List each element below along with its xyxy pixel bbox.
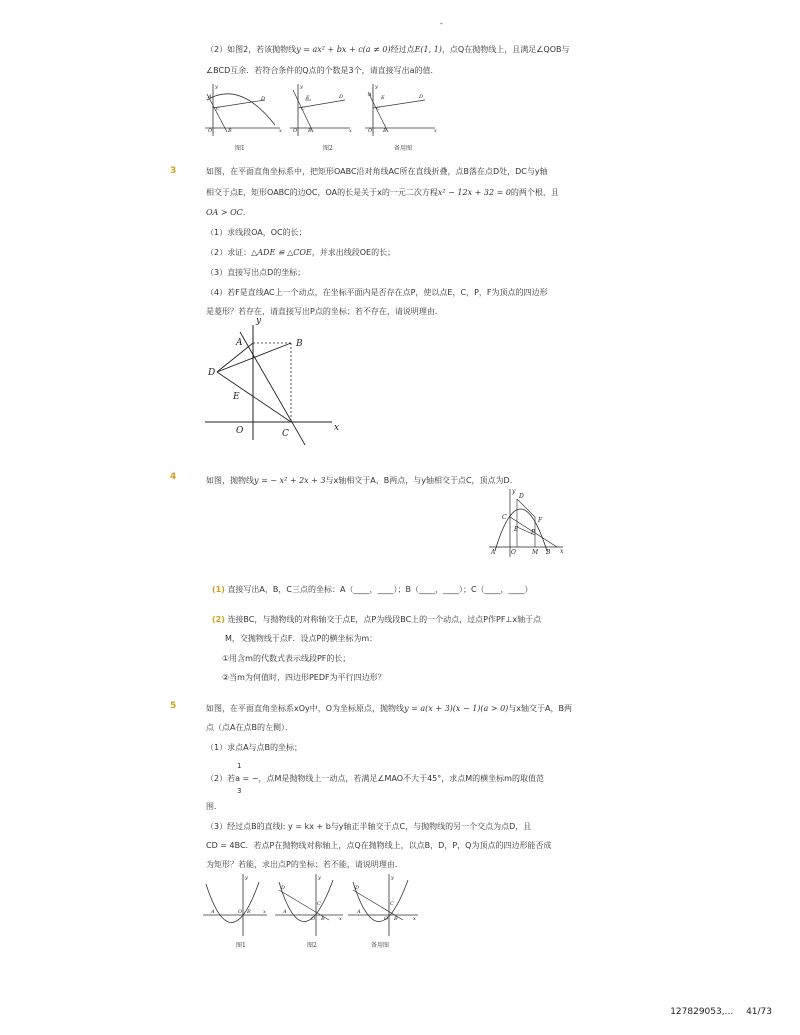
page-footer [670,1007,772,1017]
p3-q4-line2: 是菱形？若存在，请直接写出P点的坐标；若不存在，请说明理由． [206,307,443,316]
p4-fig-d: D [519,493,524,500]
p3-q2-text-a: （2）求证： [206,248,252,257]
top-mark: - [440,19,443,28]
p2-point-e: E(1, 1) [414,45,442,54]
p2-figure-3 [365,84,437,136]
p4-fig-b: B [546,549,551,556]
p5-figure-2 [275,874,343,936]
doc-id: 127829053,... [670,1007,734,1017]
p4-fig-x: x [560,548,564,555]
p3-fig-a: A [236,338,243,348]
p3-quadratic-eq: x² − 12x + 32 = 0 [437,188,511,197]
svg-text:A: A [368,92,372,98]
p2-part2-line2: ∠BCD互余．若符合条件的Q点的个数是3个，请直接写出a的值． [206,66,439,75]
p4-sub2-line2: M，交抛物线于点F．设点P的横坐标为m： [225,634,378,643]
p4-parabola-eq: y = − x² + 2x + 3 [254,476,326,485]
p5-line1-text-b: 与x轴交于A，B两 [508,704,572,713]
svg-text:C: C [301,106,305,112]
svg-text:x: x [413,916,416,922]
svg-text:D: D [261,96,266,102]
p5-caption-3: 备用图 [371,942,390,949]
p3-line2-text-a: 相交于点E，矩形OABC的边OC，OA的长是关于x的一元二次方程 [206,188,438,197]
p2-caption-1: 图1 [235,145,245,152]
p3-line3: OA > OC． [206,208,251,217]
p5-q2: （2）若a = −，点M是抛物线上一动点，若满足∠MAO不大于45°，求点M的横坐标m的取值范 [206,774,544,783]
svg-text:B: B [321,916,325,922]
p5-frac-num: 1 [237,762,242,770]
p3-number: 3 [170,166,177,176]
p2-part2-text-b: 经过点 [390,45,415,54]
p4-figure [487,487,567,559]
p3-q2 [206,247,395,259]
p4-sub2-line1 [212,614,541,626]
svg-text:B: B [308,128,312,134]
svg-text:B: B [228,128,232,134]
svg-text:A: A [211,909,215,915]
svg-text:x: x [279,128,282,134]
svg-text:A: A [283,909,287,915]
p4-fig-a: A [491,549,496,556]
p5-caption-2: 图2 [307,942,317,949]
p2-part2-text-a: （2）如图2，若该抛物线 [206,45,297,54]
p4-sub2-text: 连接BC，与抛物线的对称轴交于点E，点P为线段BC上的一个动点，过点P作PF⊥x轴于点 [227,615,542,624]
p4-fig-o: O [511,549,516,556]
p4-sub1 [212,584,533,596]
svg-text:A: A [208,94,212,100]
svg-text:D: D [339,94,344,100]
p3-fig-c: C [282,429,289,439]
p4-number: 4 [170,472,177,482]
svg-text:C: C [216,106,220,112]
p3-figure [200,315,350,445]
p2-caption-2: 图2 [323,145,333,152]
p4-fig-p: P [531,529,536,536]
svg-text:E: E [381,95,385,101]
p2-figure-1 [205,84,282,136]
svg-text:D: D [355,885,360,891]
svg-text:B: B [394,916,398,922]
svg-text:D: D [281,885,286,891]
p5-line2: 点（点A在点B的左侧）． [206,723,293,732]
p5-figure-1 [203,874,267,936]
p3-q3: （3）直接写出点D的坐标； [206,268,306,277]
p5-parabola-eq: y = a(x + 3)(x − 1)(a > 0) [404,704,509,713]
p4-line1-text-a: 如图，抛物线 [206,476,254,485]
p4-fig-c: C [502,514,507,521]
p4-fig-f: F [538,517,543,524]
p2-part2-text-c: ，点Q在抛物线上，且满足∠QOB与 [441,45,570,54]
p3-line2 [206,187,559,199]
p4-sub1-number: (1) [212,585,225,594]
p4-fig-y: y [512,488,516,495]
p5-q1: （1）求点A与点B的坐标； [206,743,303,752]
svg-text:O: O [238,909,243,915]
page-number: 41/73 [746,1007,772,1017]
p3-fig-y: y [256,316,262,326]
p5-caption-1: 图1 [236,942,246,949]
p4-line1 [206,475,518,487]
p4-sub2-number: (2) [212,615,225,624]
p3-line2-text-b: 的两个根，且 [510,188,559,197]
p4-line1-text-b: 与x轴相交于A、B两点，与y轴相交于点C，顶点为D． [325,476,518,485]
svg-text:x: x [263,909,266,915]
p2-part2-line1 [206,44,570,56]
svg-text:B: B [383,128,387,134]
p5-q3-line1: （3）经过点B的直线l: y = kx + b与y轴正半轴交于点C，与抛物线的另一个交点为点D，且 [206,822,532,831]
svg-text:y: y [300,84,303,90]
svg-text:y: y [245,875,248,881]
svg-text:O: O [208,128,213,134]
p3-fig-b: B [296,339,303,349]
p3-q4-line1: （4）若F是直线AC上一个动点，在坐标平面内是否存在点P，使以点E，C，P，F为顶点的四边形 [206,288,548,297]
p3-q2-text-b: ，并求出线段OE的长； [311,248,396,257]
p3-congruence: △ADE ≌ △COE [251,248,312,257]
p4-fig-m: M [532,549,539,556]
p3-line1: 如图，在平面直角坐标系中，把矩形OABC沿对角线AC所在直线折叠，点B落在点D处，DC与y轴 [206,167,548,176]
p3-fig-d: D [208,368,216,378]
svg-text:y: y [391,875,394,881]
p5-q3-line2: CD = 4BC．若点P在抛物线对称轴上，点Q在抛物线上，以点B，D，P，Q为顶点的四边形能否成 [206,841,552,850]
svg-text:O: O [293,128,298,134]
p5-frac-den: 3 [237,787,242,795]
svg-text:y: y [375,84,378,90]
p2-parabola-eq: y = ax² + bx + c(a ≠ 0) [296,45,391,54]
svg-text:y: y [215,84,218,90]
p3-q1: （1）求线段OA，OC的长； [206,228,307,237]
svg-text:O: O [368,128,373,134]
p2-figures [205,80,445,140]
svg-text:B: B [247,909,251,915]
svg-text:y: y [318,875,321,881]
svg-text:C: C [376,106,380,112]
p5-line1 [206,703,572,715]
p4-sub2-q2: ②当m为何值时，四边形PEDF为平行四边形？ [222,673,386,682]
svg-text:x: x [339,916,342,922]
p3-fig-e: E [233,392,240,402]
p4-fig-e: E [514,526,519,533]
svg-text:A: A [357,909,361,915]
p3-fig-x: x [334,423,340,433]
p2-figure-2 [290,84,352,136]
svg-text:D: D [419,94,424,100]
p4-sub2-q1: ①用含m的代数式表示线段PF的长； [222,654,351,663]
svg-text:C: C [390,901,394,907]
p5-figures [203,872,435,938]
svg-text:E: E [306,95,310,101]
p5-line1-text-a: 如图，在平面直角坐标系xOy中，O为坐标原点，抛物线 [206,704,405,713]
svg-text:O: O [311,916,316,922]
p5-number: 5 [170,701,177,711]
svg-text:C: C [317,901,321,907]
p2-caption-3: 备用图 [394,145,413,152]
svg-text:x: x [349,128,352,134]
p5-figure-3 [348,874,418,936]
svg-text:x: x [434,128,437,134]
p5-q2-end: 围． [206,802,222,811]
p4-sub1-text: 直接写出A，B，C三点的坐标：A（____，____）；B（____，____）；C（____，____） [227,585,533,594]
p3-fig-o: O [236,426,244,436]
p5-q3-line3: 为矩形？若能，求出点P的坐标；若不能，请说明理由． [206,860,403,869]
svg-text:O: O [384,916,389,922]
